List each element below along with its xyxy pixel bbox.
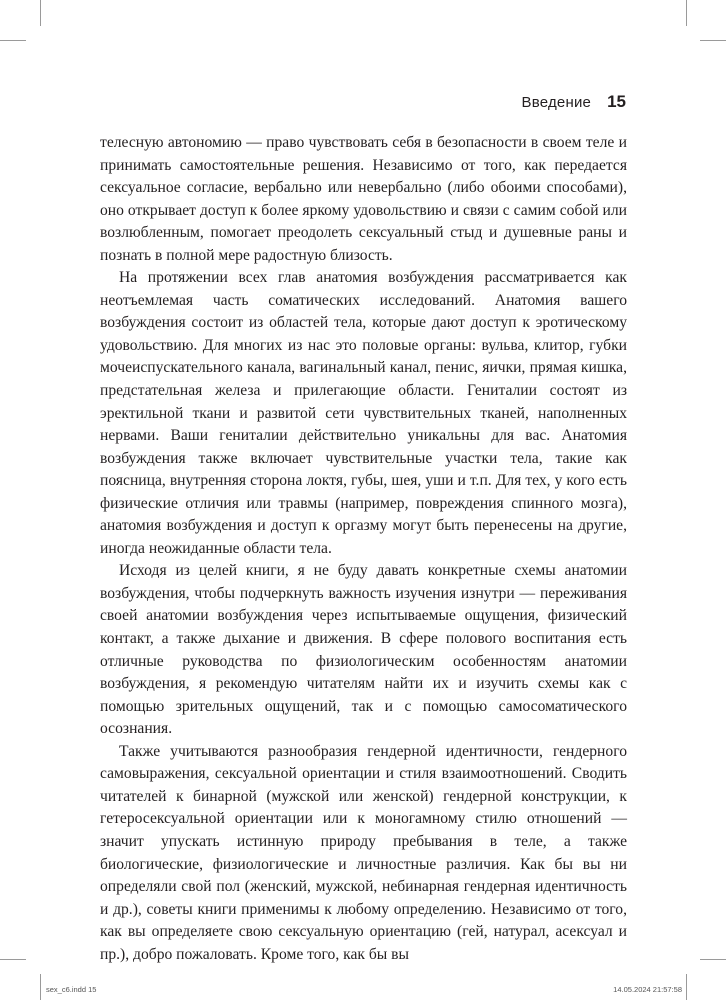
body-text <box>100 132 627 966</box>
crop-mark-bottom-left <box>40 974 41 1000</box>
paragraph: Исходя из целей книги, я не буду давать конкретные схемы анатомии возбуждения, чтобы подчеркнуть важность изучения изнутри — переживания своей анатомии возбуждения через испытываемые ощущения, физический контакт, а также дыхание и движения. В сфере полового воспитания есть отличные руководства по физиологическим особенностям анатомии возбуждения, я рекомендую читателям найти их и изучить схемы как с помощью зрительных ощущений, так и с помощью самосоматического осознания. <box>100 562 627 738</box>
running-header <box>522 92 626 112</box>
crop-mark-right-bottom <box>700 959 726 960</box>
paragraph: телесную автономию — право чувствовать себя в безопасности в своем теле и принимать самостоятельные решения. Независимо от того, как передается сексуальное согласие, вербально или невербально (либо обоими способами), оно открывает доступ к более яркому удовольствию и связи с самим собой или возлюбленным, помогает преодолеть сексуальный стыд и душевные раны и познать в полной мере радостную близость. <box>100 134 627 264</box>
crop-mark-top-left <box>40 0 41 26</box>
crop-mark-right-top <box>700 40 726 41</box>
crop-mark-left-bottom <box>0 959 26 960</box>
footer-timestamp: 14.05.2024 21:57:58 <box>613 985 682 994</box>
crop-mark-left-top <box>0 40 26 41</box>
chapter-title: Введение <box>521 94 592 111</box>
crop-mark-bottom-right <box>686 974 687 1000</box>
crop-mark-top-right <box>686 0 687 26</box>
paragraph: На протяжении всех глав анатомия возбуждения рассматривается как неотъемлемая часть соматических исследований. Анатомия вашего возбуждения состоит из областей тела, которые дают доступ к эротическому удовольствию. Для многих из нас это половые органы: вульва, клитор, губки мочеиспускательного канала, вагинальный канал, пенис, яички, прямая кишка, предстательная железа и прилегающие области. Гениталии состоят из эректильной ткани и развитой сети чувствительных тканей, наполненных нервами. Ваши гениталии действительно уникальны для вас. Анатомия возбуждения также включает чувствительные участки тела, такие как поясница, внутренняя сторона локтя, губы, шея, уши и т.п. Для тех, у кого есть физические отличия или травмы (например, повреждения спинного мозга), анатомия возбуждения и доступ к оргазму могут быть перенесены на другие, иногда неожиданные области тела. <box>100 269 627 557</box>
page-number: 15 <box>607 92 626 111</box>
footer-file-name: sex_c6.indd 15 <box>46 985 97 994</box>
paragraph: Также учитываются разнообразия гендерной идентичности, гендерного самовыражения, сексуальной ориентации и стиля взаимоотношений. Сводить читателей к бинарной (мужской или женской) гендерной конструкции, к гетеросексуальной ориентации или к моногамному стилю отношений — значит упускать истинную природу пребывания в теле, а также биологические, физиологические и личностные различия. Как бы вы ни определяли свой пол (женский, мужской, небинарная гендерная идентичность и др.), советы книги применимы к любому определению. Независимо от того, как вы определяете свою сексуальную ориентацию (гей, натурал, асексуал и пр.), добро пожаловать. Кроме того, как бы вы <box>100 742 627 963</box>
